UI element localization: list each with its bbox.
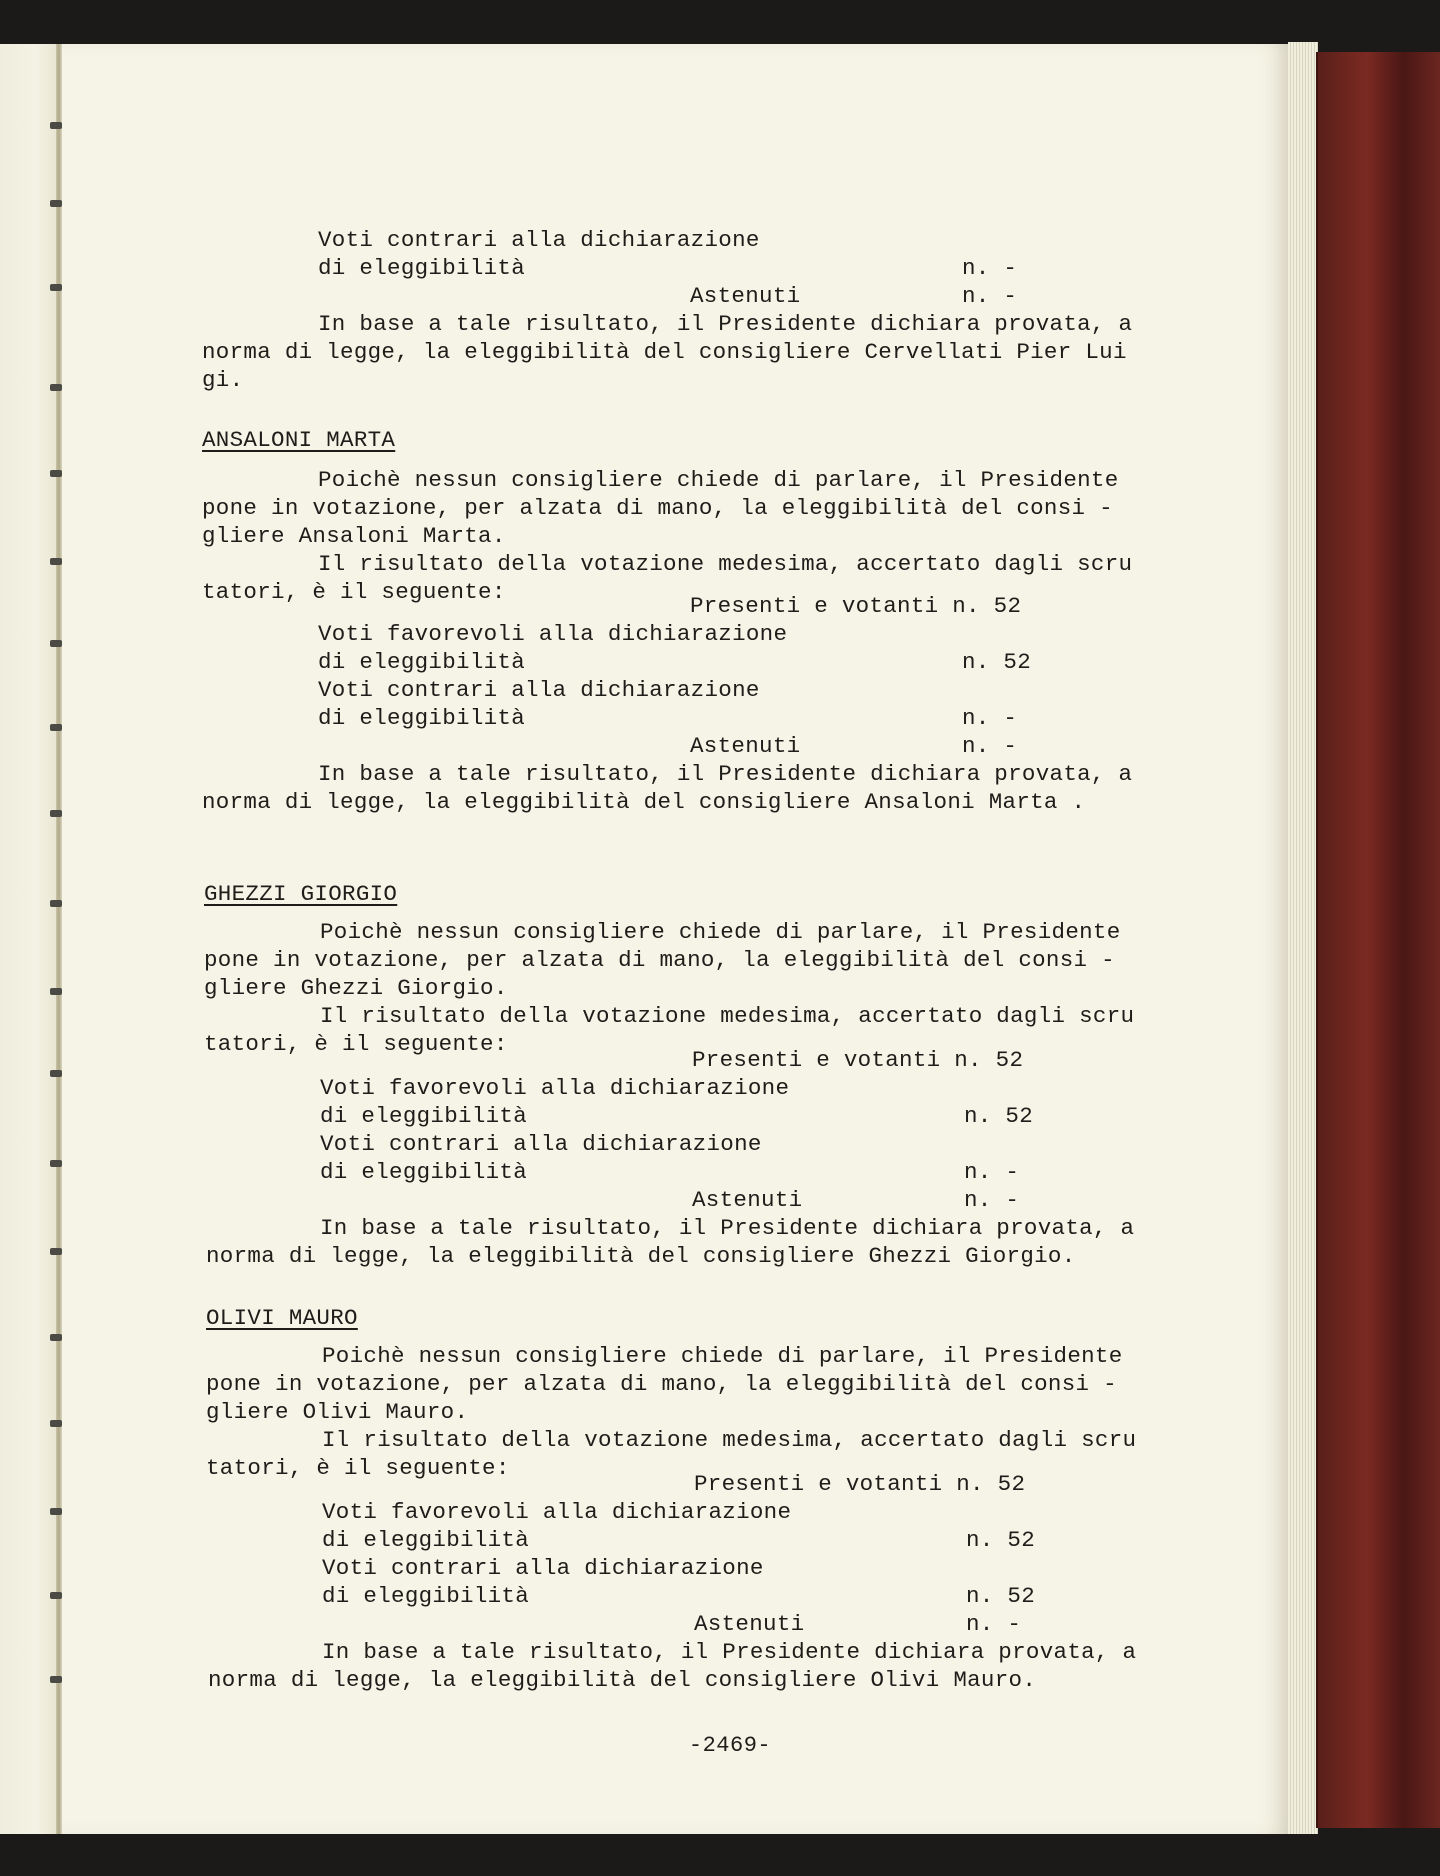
vote-value: n. - (962, 283, 1018, 309)
text-line: Astenuti (690, 733, 801, 759)
text-line: Astenuti (694, 1611, 805, 1637)
text-line: Voti favorevoli alla dichiarazione (318, 621, 788, 647)
vote-total: Presenti e votanti n. 52 (692, 1047, 1024, 1073)
text-line: di eleggibilità (318, 705, 526, 731)
text-line: Poichè nessun consigliere chiede di parlare, il Presidente (318, 467, 1119, 493)
text-line: Il risultato della votazione medesima, accertato dagli scru (320, 1003, 1135, 1029)
section-heading: GHEZZI GIORGIO (204, 881, 398, 907)
text-line: gliere Olivi Mauro. (206, 1399, 469, 1425)
text-line: di eleggibilità (322, 1527, 530, 1553)
page-number: -2469- (688, 1733, 772, 1758)
text-line: pone in votazione, per alzata di mano, la eleggibilità del consi - (202, 495, 1113, 521)
text-line: norma di legge, la eleggibilità del consigliere Ansaloni Marta . (202, 789, 1086, 815)
text-line: In base a tale risultato, il Presidente dichiara provata, a (322, 1639, 1137, 1665)
vote-value: n. - (964, 1159, 1020, 1185)
text-line: di eleggibilità (318, 649, 526, 675)
text-line: In base a tale risultato, il Presidente dichiara provata, a (318, 311, 1133, 337)
vote-value: n. - (966, 1611, 1022, 1637)
text-line: In base a tale risultato, il Presidente dichiara provata, a (318, 761, 1133, 787)
text-line: In base a tale risultato, il Presidente dichiara provata, a (320, 1215, 1135, 1241)
text-line: gliere Ghezzi Giorgio. (204, 975, 508, 1001)
text-line: pone in votazione, per alzata di mano, la eleggibilità del consi - (206, 1371, 1117, 1397)
text-line: norma di legge, la eleggibilità del consigliere Cervellati Pier Lui (202, 339, 1127, 365)
text-line: tatori, è il seguente: (202, 579, 506, 605)
text-line: di eleggibilità (322, 1583, 530, 1609)
text-line: Voti contrari alla dichiarazione (322, 1555, 764, 1581)
vote-value: n. 52 (964, 1103, 1034, 1129)
text-line: Poichè nessun consigliere chiede di parlare, il Presidente (322, 1343, 1123, 1369)
text-line: norma di legge, la eleggibilità del consigliere Olivi Mauro. (208, 1667, 1037, 1693)
text-line: di eleggibilità (320, 1159, 528, 1185)
text-line: Astenuti (690, 283, 801, 309)
text-line: tatori, è il seguente: (204, 1031, 508, 1057)
vote-value: n. 52 (962, 649, 1032, 675)
text-line: Voti contrari alla dichiarazione (320, 1131, 762, 1157)
vote-total: Presenti e votanti n. 52 (690, 593, 1022, 619)
text-line: gi. (202, 367, 244, 393)
text-line: Il risultato della votazione medesima, accertato dagli scru (322, 1427, 1137, 1453)
text-line: gliere Ansaloni Marta. (202, 523, 506, 549)
text-line: Voti contrari alla dichiarazione (318, 227, 760, 253)
section-heading: ANSALONI MARTA (202, 427, 396, 453)
vote-total: Presenti e votanti n. 52 (694, 1471, 1026, 1497)
vote-value: n. 52 (966, 1583, 1036, 1609)
text-line: tatori, è il seguente: (206, 1455, 510, 1481)
text-line: norma di legge, la eleggibilità del consigliere Ghezzi Giorgio. (206, 1243, 1076, 1269)
text-line: di eleggibilità (318, 255, 526, 281)
vote-value: n. - (962, 705, 1018, 731)
text-line: Poichè nessun consigliere chiede di parlare, il Presidente (320, 919, 1121, 945)
text-line: Voti contrari alla dichiarazione (318, 677, 760, 703)
section-heading: OLIVI MAURO (206, 1305, 358, 1331)
text-line: Astenuti (692, 1187, 803, 1213)
text-line: Il risultato della votazione medesima, accertato dagli scru (318, 551, 1133, 577)
text-line: di eleggibilità (320, 1103, 528, 1129)
text-line: pone in votazione, per alzata di mano, la eleggibilità del consi - (204, 947, 1115, 973)
vote-value: n. - (962, 733, 1018, 759)
vote-value: n. 52 (966, 1527, 1036, 1553)
text-line: Voti favorevoli alla dichiarazione (320, 1075, 790, 1101)
text-line: Voti favorevoli alla dichiarazione (322, 1499, 792, 1525)
vote-value: n. - (964, 1187, 1020, 1213)
vote-value: n. - (962, 255, 1018, 281)
